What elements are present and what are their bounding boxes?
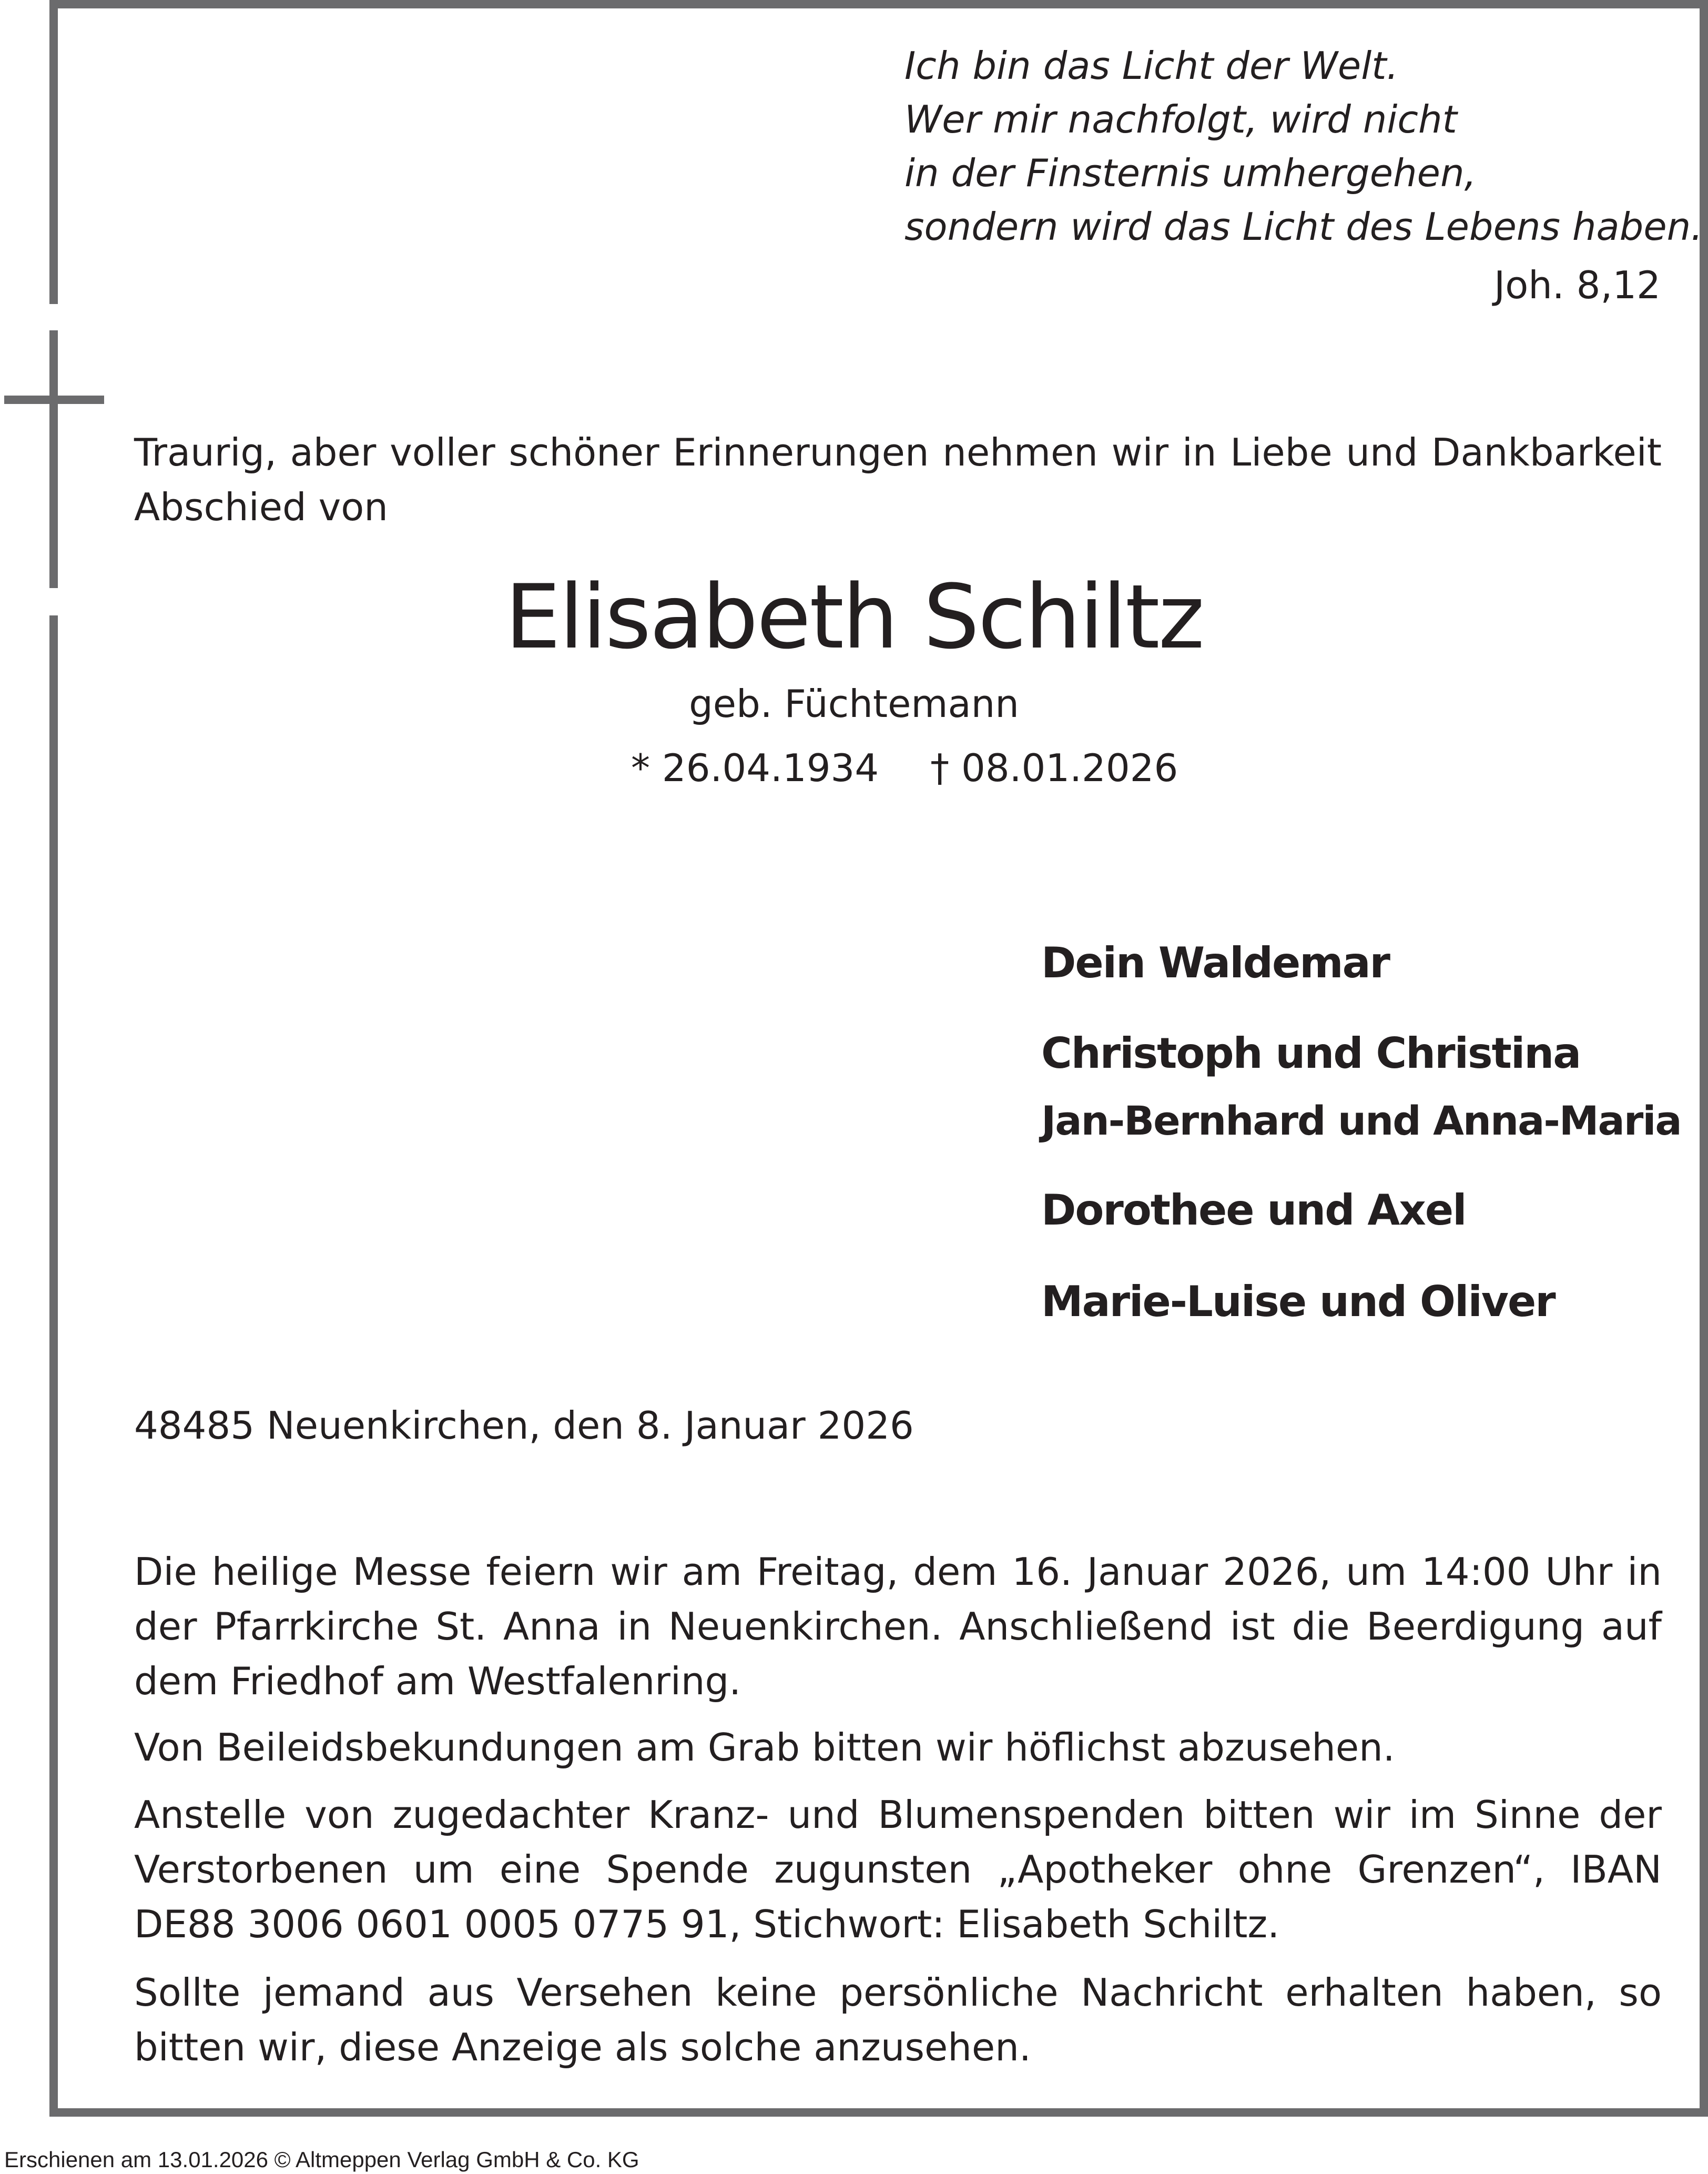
- cross-arm: [4, 396, 104, 404]
- frame-bottom-border: [49, 2108, 1708, 2117]
- frame-left-border-cross: [49, 330, 58, 588]
- frame-left-border-lower: [49, 615, 58, 2117]
- family-member: Marie-Luise und Oliver: [1041, 1277, 1555, 1326]
- donation-note: Anstelle von zugedachter Kranz- und Blumenspenden bitten wir im Sinne der Verstorbenen um eine Spende zugunsten „Apotheker ohne Grenzen“, IBAN DE88 3006 0601 0005 0775 91, Stichwort: Elisabeth Schiltz.: [134, 1793, 1662, 1946]
- publication-footer: Erschienen am 13.01.2026 © Altmeppen Verlag GmbH & Co. KG: [4, 2147, 639, 2172]
- funeral-info: Die heilige Messe feiern wir am Freitag, dem 16. Januar 2026, um 14:00 Uhr in der Pfarrkirche St. Anna in Neuenkirchen. Anschließend ist die Beerdigung auf dem Friedhof am Westfalenring.: [134, 1550, 1662, 1703]
- birth-date: * 26.04.1934: [631, 746, 879, 790]
- verse-line: Wer mir nachfolgt, wird nicht: [904, 97, 1457, 141]
- frame-right-border: [1700, 0, 1708, 2117]
- family-member: Jan-Bernhard und Anna-Maria: [1041, 1097, 1681, 1144]
- life-dates: [631, 746, 1178, 790]
- verse-line: Ich bin das Licht der Welt.: [904, 44, 1399, 88]
- verse-line: in der Finsternis umhergehen,: [904, 151, 1477, 195]
- notice-note: Sollte jemand aus Versehen keine persönliche Nachricht erhalten haben, so bitten wir, diese Anzeige als solche anzusehen.: [134, 1970, 1662, 2069]
- family-member: Dein Waldemar: [1041, 938, 1390, 987]
- family-member: Dorothee und Axel: [1041, 1186, 1466, 1235]
- death-date: † 08.01.2026: [930, 746, 1178, 790]
- condolence-note: Von Beileidsbekundungen am Grab bitten wir höflichst abzusehen.: [134, 1725, 1395, 1769]
- verse-reference: Joh. 8,12: [1493, 263, 1661, 307]
- frame-left-border-upper: [49, 0, 58, 304]
- bible-verse: [904, 39, 1703, 254]
- family-member: Christoph und Christina: [1041, 1029, 1581, 1078]
- frame-top-border: [49, 0, 1708, 8]
- verse-line: sondern wird das Licht des Lebens haben.: [904, 205, 1703, 249]
- birth-name: geb. Füchtemann: [689, 682, 1019, 726]
- intro-text: Traurig, aber voller schöner Erinnerungen nehmen wir in Liebe und Dankbarkeit Abschied von: [134, 430, 1662, 529]
- place-date: 48485 Neuenkirchen, den 8. Januar 2026: [134, 1403, 914, 1448]
- deceased-name: Elisabeth Schiltz: [505, 565, 1203, 669]
